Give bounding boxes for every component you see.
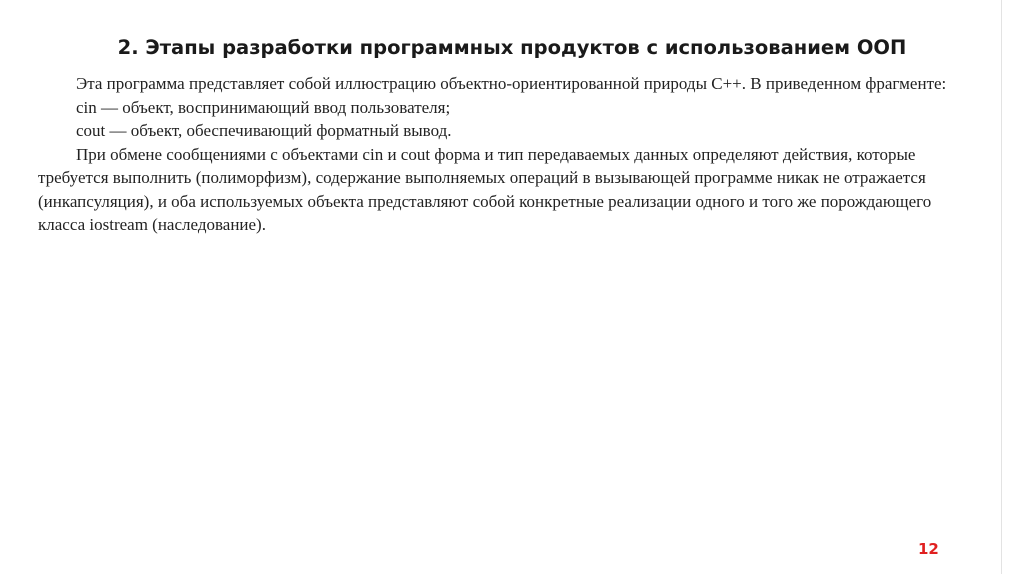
paragraph-messages: При обмене сообщениями с объектами cin и cout форма и тип передаваемых данных определяют действия, которые требуется выполнить (полиморфизм), содержание выполняемых операций в вызывающей программе никак не отражается (инкапсуляция), и оба используемых объекта представляют собой конкретные реализации одного и того же порождающего класса iostream (наследование). [38, 144, 932, 234]
page-number: 12 [918, 540, 939, 558]
paragraph-intro: Эта программа представляет собой иллюстрацию объектно-ориентированной природы C++. В приведенном фрагменте: [76, 74, 947, 93]
slide-body [38, 72, 978, 237]
slide-title: 2. Этапы разработки программных продуктов с использованием ООП [117, 36, 907, 59]
slide-right-frame [1001, 0, 1024, 574]
paragraph-cout: cout — объект, обеспечивающий форматный вывод. [76, 121, 452, 140]
paragraph-cin: cin — объект, воспринимающий ввод пользователя; [76, 97, 451, 117]
